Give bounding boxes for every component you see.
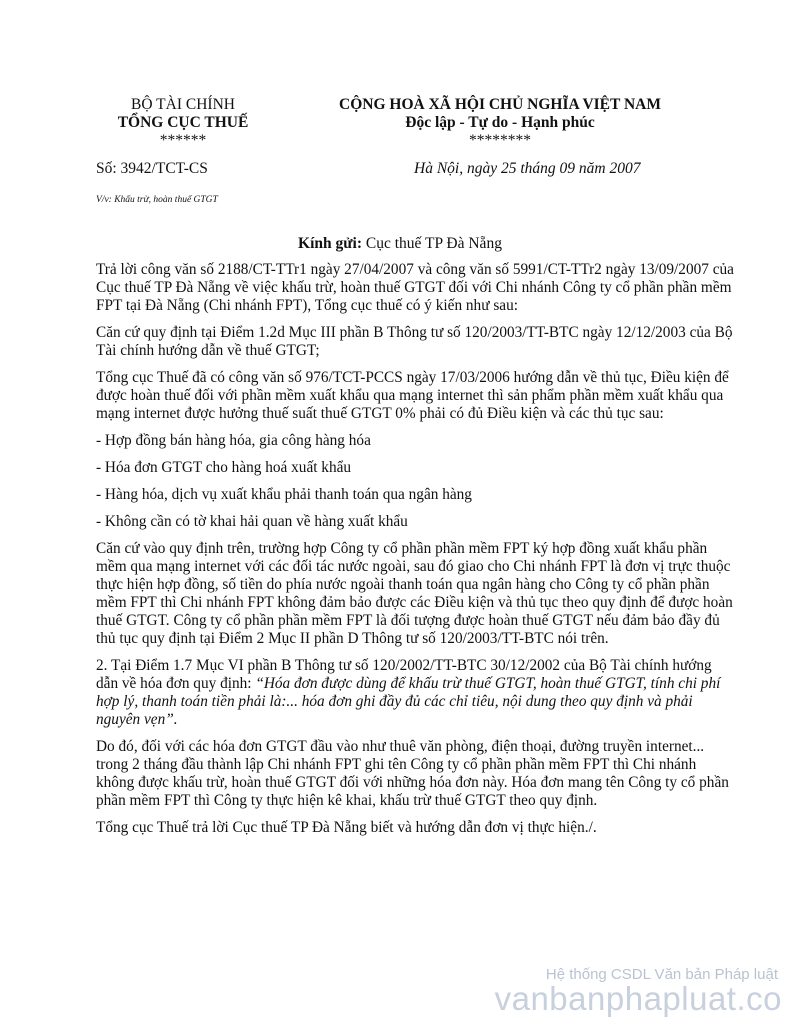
invoice-rule-quote: “Hóa đơn được dùng để khấu trừ thuế GTGT, hoàn thuế GTGT, tính chi phí hợp lý, thanh toán tiền phải là:... hóa đơn ghi đầy đủ các chỉ tiêu, nội dung theo quy định và phải nguyên vẹn”.	[96, 675, 721, 728]
document-subject: V/v: Khấu trừ, hoàn thuế GTGT	[96, 195, 218, 205]
condition-item: - Hàng hóa, dịch vụ xuất khẩu phải thanh toán qua ngân hàng	[96, 486, 472, 503]
paragraph-previous-guidance: Tổng cục Thuế đã có công văn số 976/TCT-PCCS ngày 17/03/2006 hướng dẫn về thủ tục, Điều kiện để được hoàn thuế đối với phần mềm xuất khẩu qua mạng internet thì sản phẩm phần mềm xuất khẩu qua mạng internet được hưởng thuế suất thuế GTGT 0% phải có đủ Điều kiện và các thủ tục sau:	[96, 369, 729, 422]
condition-item: - Không cần có tờ khai hải quan về hàng xuất khẩu	[96, 513, 408, 530]
document-date: Hà Nội, ngày 25 tháng 09 năm 2007	[414, 160, 641, 177]
watermark-caption: Hệ thống CSDL Văn bản Pháp luật	[545, 966, 778, 983]
document-body	[96, 261, 736, 846]
recipient-label: Kính gửi:	[298, 235, 363, 252]
condition-item: - Hợp đồng bán hàng hóa, gia công hàng hóa	[96, 432, 371, 449]
issuer-block	[88, 96, 278, 150]
document-number: Số: 3942/TCT-CS	[96, 160, 208, 177]
department-name: TỔNG CỤC THUẾ	[117, 114, 249, 131]
paragraph-conclusion: Do đó, đối với các hóa đơn GTGT đầu vào như thuê văn phòng, điện thoại, đường truyền internet... trong 2 tháng đầu thành lập Chi nhánh FPT ghi tên Công ty cổ phần phần mềm FPT thì Chi nhánh không được khấu trừ, hoàn thuế GTGT đối với những hóa đơn này. Hóa đơn mang tên Công ty cổ phần phần mềm FPT thì Công ty thực hiện kê khai, khấu trừ thuế GTGT theo quy định.	[96, 738, 729, 809]
paragraph-reply: Trả lời công văn số 2188/CT-TTr1 ngày 27/04/2007 và công văn số 5991/CT-TTr2 ngày 13/09/2007 của Cục thuế TP Đà Nẵng về việc khấu trừ, hoàn thuế GTGT đối với Chi nhánh Công ty cổ phần phần mềm FPT tại Đà Nẵng (Chi nhánh FPT), Tổng cục thuế có ý kiến như sau:	[96, 261, 734, 314]
national-header	[300, 96, 700, 150]
watermark-site: vanbanphapluat.co	[494, 980, 782, 1017]
national-motto: Độc lập - Tự do - Hạnh phúc	[405, 114, 595, 131]
recipient-name: Cục thuế TP Đà Nẵng	[362, 235, 502, 252]
recipient-line	[0, 235, 800, 253]
paragraph-closing: Tổng cục Thuế trả lời Cục thuế TP Đà Nẵng biết và hướng dẫn đơn vị thực hiện./.	[96, 819, 597, 836]
country-name: CỘNG HOÀ XÃ HỘI CHỦ NGHĨA VIỆT NAM	[339, 96, 661, 113]
paragraph-case-analysis: Căn cứ vào quy định trên, trường hợp Công ty cổ phần phần mềm FPT ký hợp đồng xuất khẩu phần mềm qua mạng internet với các đối tác nước ngoài, sau đó giao cho Chi nhánh FPT là đơn vị trực thuộc thực hiện hợp đồng, số tiền do phía nước ngoài thanh toán qua ngân hàng cho Công ty cổ phần phần mềm FPT thì Chi nhánh FPT không đảm bảo được các Điều kiện và thủ tục theo quy định để được hoàn thuế GTGT. Công ty cổ phần phần mềm FPT là đối tượng được hoàn thuế GTGT nếu đảm bảo đầy đủ thủ tục quy định tại Điểm 2 Mục II phần D Thông tư số 120/2003/TT-BTC nói trên.	[96, 540, 733, 647]
paragraph-legal-basis: Căn cứ quy định tại Điểm 1.2d Mục III phần B Thông tư số 120/2003/TT-BTC ngày 12/12/2003 của Bộ Tài chính hướng dẫn về thuế GTGT;	[96, 324, 733, 359]
invoice-rule-lead: 2. Tại Điểm 1.7 Mục VI phần B Thông tư số 120/2002/TT-BTC 30/12/2002 của Bộ Tài chính hướng dẫn về hóa đơn quy định:	[96, 657, 712, 692]
left-separator-stars: ******	[159, 132, 207, 149]
condition-item: - Hóa đơn GTGT cho hàng hoá xuất khẩu	[96, 459, 352, 476]
paragraph-invoice-rule	[96, 657, 736, 729]
ministry-name: BỘ TÀI CHÍNH	[131, 96, 235, 113]
right-separator-stars: ********	[469, 132, 531, 149]
